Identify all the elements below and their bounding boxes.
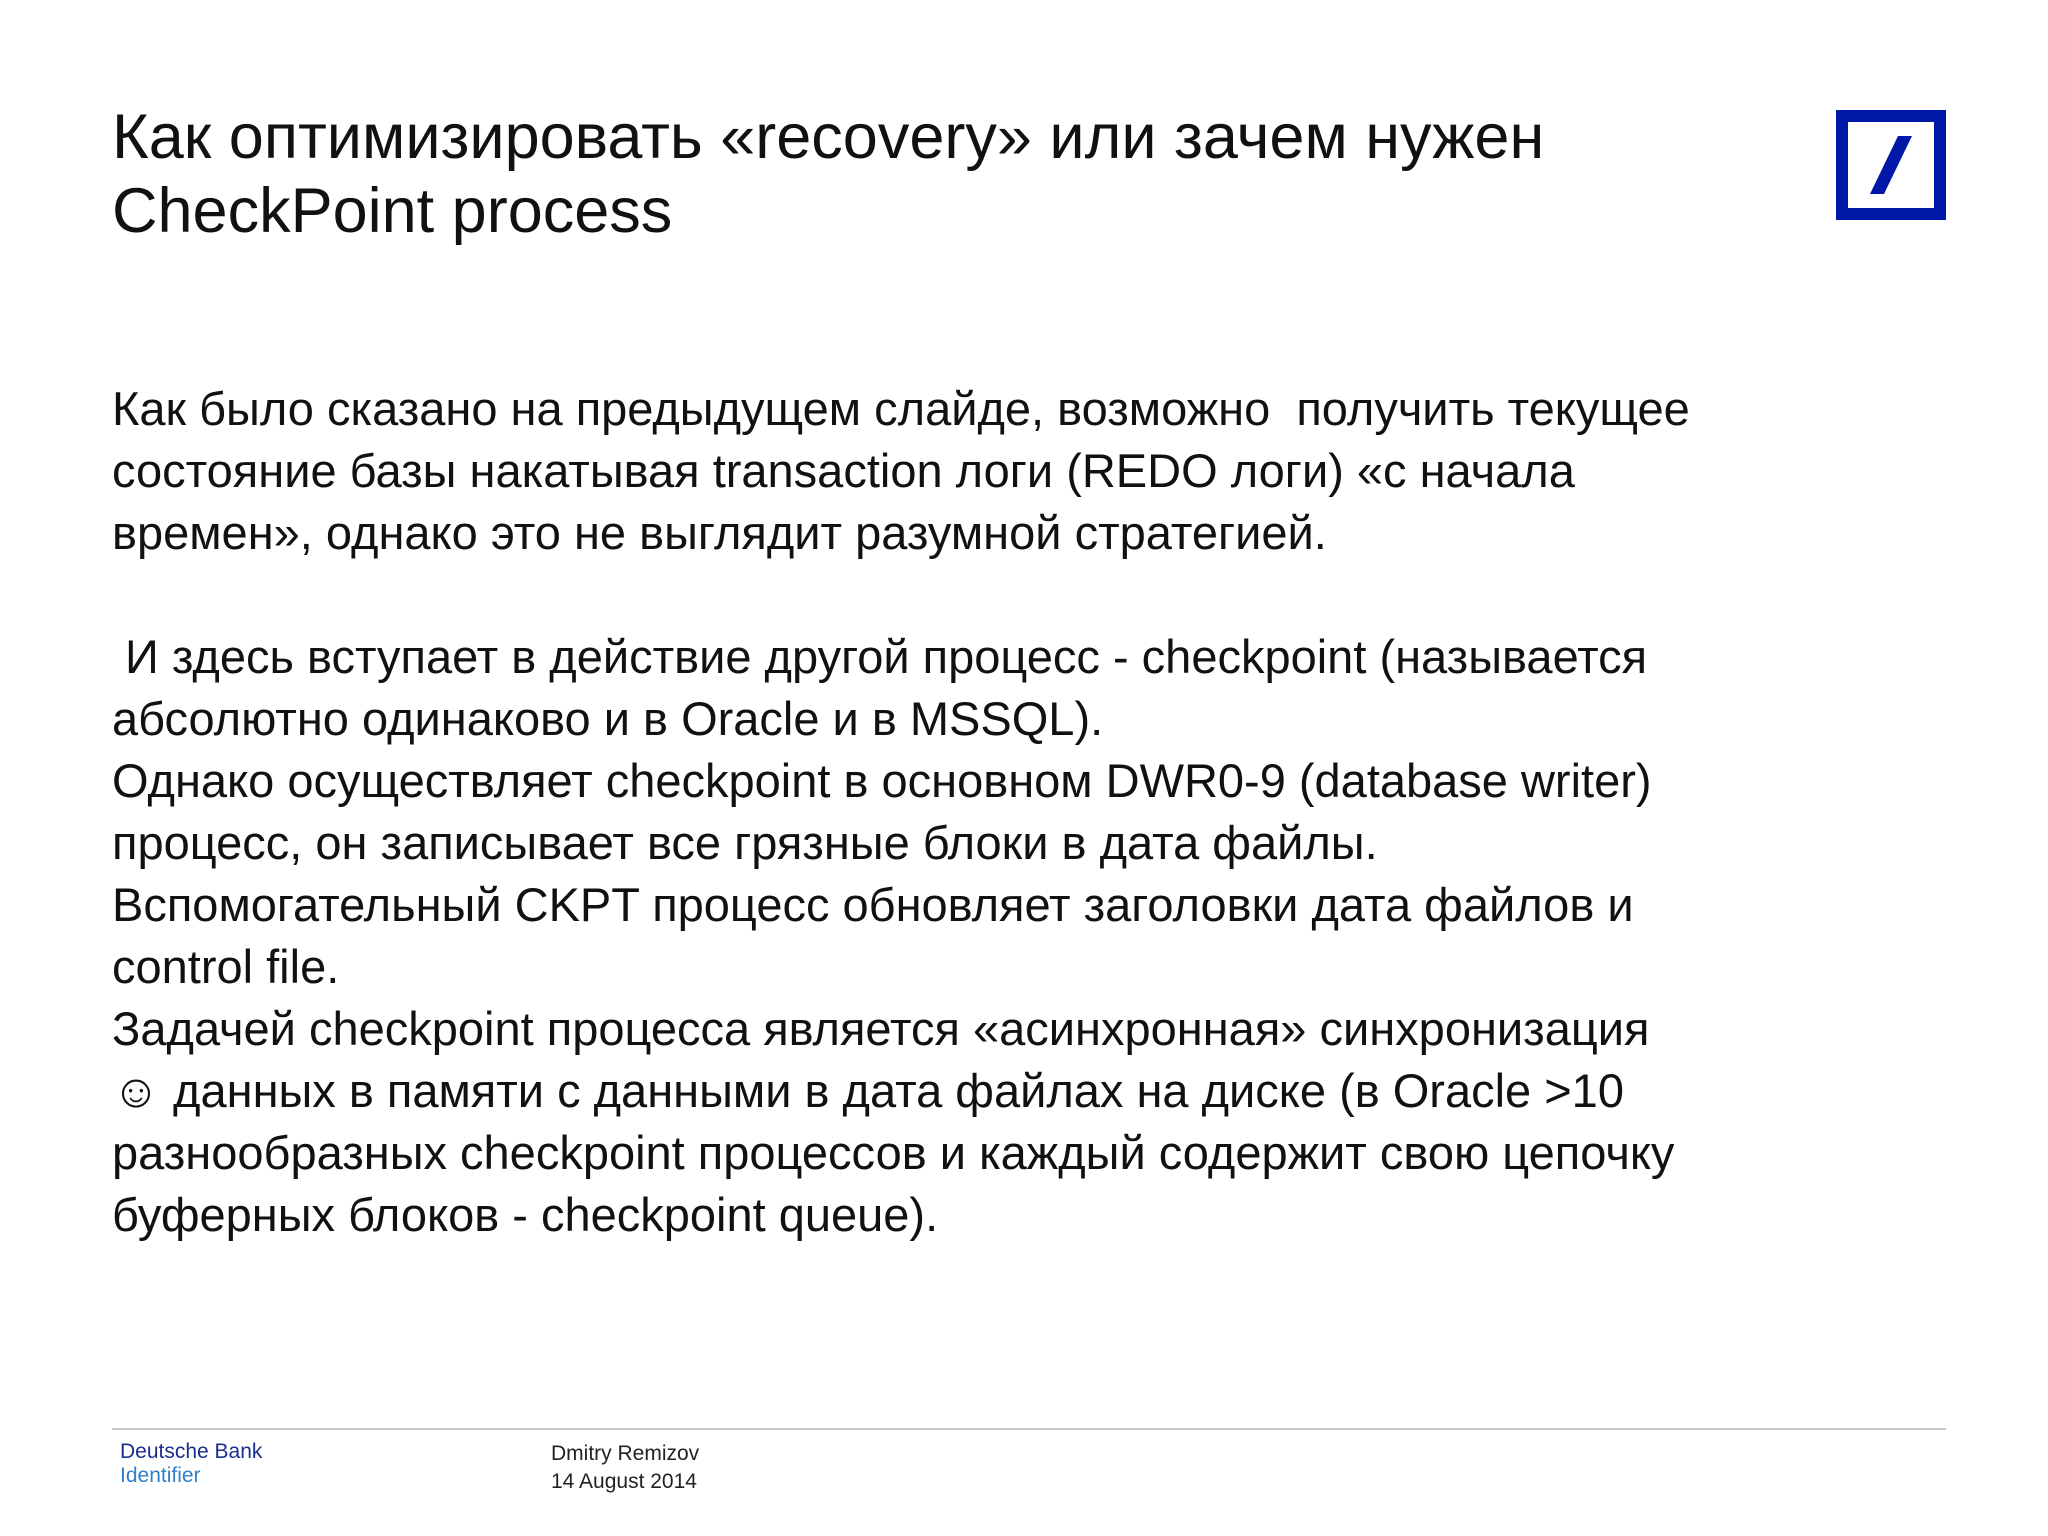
paragraph-spacer: [112, 564, 1932, 626]
body-line: ☺ данных в памяти с данными в дата файлах на диске (в Oracle >10: [112, 1064, 1624, 1117]
footer-brand-identifier: Identifier: [120, 1464, 201, 1487]
slide-title: [112, 100, 1752, 248]
footer-brand-name: Deutsche Bank: [120, 1440, 263, 1463]
body-line: процесс, он записывает все грязные блоки в дата файлы.: [112, 816, 1378, 869]
body-line: Как было сказано на предыдущем слайде, возможно получить текущее: [112, 382, 1690, 435]
slide-title-line: CheckPoint process: [112, 176, 673, 246]
footer-brand: [120, 1440, 262, 1488]
slide-body: [112, 378, 1932, 1246]
body-line: времен», однако это не выглядит разумной стратегией.: [112, 506, 1327, 559]
deutsche-bank-logo-svg: [1836, 110, 1946, 220]
body-line: Однако осуществляет checkpoint в основном DWR0-9 (database writer): [112, 754, 1652, 807]
body-line: Задачей checkpoint процесса является «асинхронная» синхронизация: [112, 1002, 1650, 1055]
body-line: абсолютно одинаково и в Oracle и в MSSQL).: [112, 692, 1104, 745]
body-line: буферных блоков - checkpoint queue).: [112, 1188, 939, 1241]
body-line: control file.: [112, 940, 340, 993]
footer-meta: [551, 1440, 699, 1496]
footer-date: 14 August 2014: [551, 1470, 697, 1493]
body-line: состояние базы накатывая transaction логи (REDO логи) «с начала: [112, 444, 1575, 497]
body-line: И здесь вступает в действие другой процесс - checkpoint (называется: [112, 630, 1648, 683]
body-line: разнообразных checkpoint процессов и каждый содержит свою цепочку: [112, 1126, 1675, 1179]
footer-divider: [112, 1428, 1946, 1430]
footer-author: Dmitry Remizov: [551, 1442, 700, 1465]
slide-title-line: Как оптимизировать «recovery» или зачем нужен: [112, 102, 1545, 172]
deutsche-bank-logo-icon: [1836, 110, 1946, 220]
body-line: Вспомогательный CKPT процесс обновляет заголовки дата файлов и: [112, 878, 1634, 931]
